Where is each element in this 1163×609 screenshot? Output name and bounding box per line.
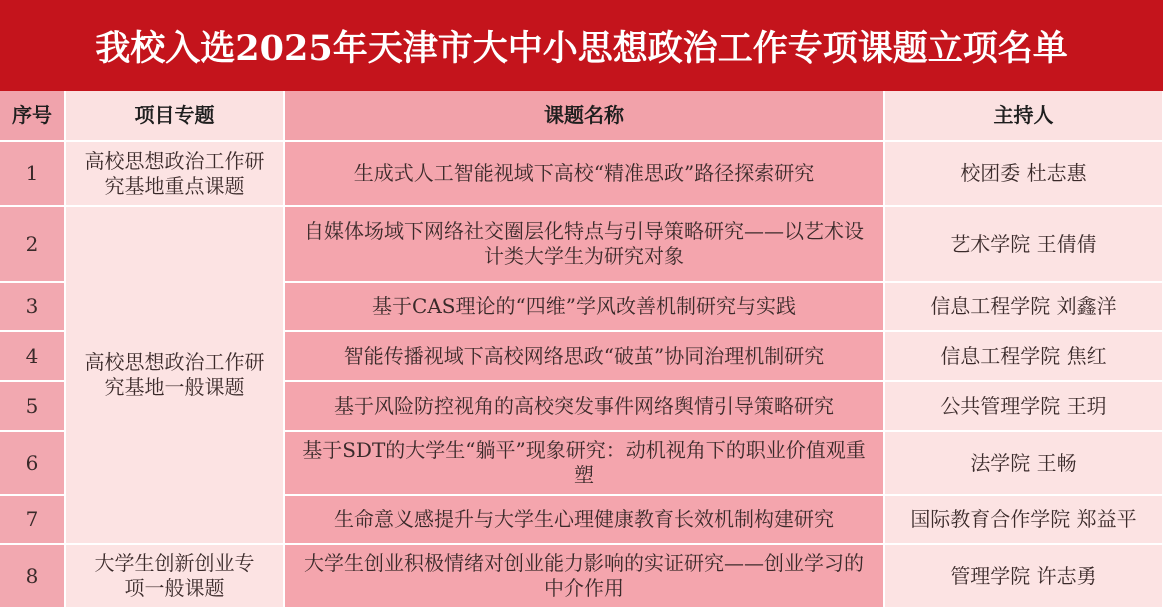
header-index: 序号	[0, 91, 65, 141]
row-index: 6	[0, 431, 65, 495]
project-host: 法学院 王畅	[884, 431, 1163, 495]
row-index: 7	[0, 495, 65, 544]
row-index: 8	[0, 544, 65, 608]
table-row	[0, 206, 1163, 282]
table-row	[0, 141, 1163, 206]
topic-cell: 高校思想政治工作研究基地重点课题	[65, 141, 284, 206]
project-name: 智能传播视域下高校网络思政“破茧”协同治理机制研究	[284, 331, 884, 381]
project-name: 基于风险防控视角的高校突发事件网络舆情引导策略研究	[284, 381, 884, 431]
project-host: 信息工程学院 刘鑫洋	[884, 282, 1163, 331]
project-name: 生成式人工智能视域下高校“精准思政”路径探索研究	[284, 141, 884, 206]
topic-cell: 大学生创新创业专项一般课题	[65, 544, 284, 608]
header-topic: 项目专题	[65, 91, 284, 141]
table-header-row	[0, 91, 1163, 141]
row-index: 2	[0, 206, 65, 282]
project-host: 国际教育合作学院 郑益平	[884, 495, 1163, 544]
topic-cell: 高校思想政治工作研究基地一般课题	[65, 206, 284, 544]
project-list-table	[0, 91, 1163, 609]
project-host: 校团委 杜志惠	[884, 141, 1163, 206]
table-row	[0, 544, 1163, 608]
project-name: 自媒体场域下网络社交圈层化特点与引导策略研究——以艺术设计类大学生为研究对象	[284, 206, 884, 282]
header-host: 主持人	[884, 91, 1163, 141]
row-index: 1	[0, 141, 65, 206]
project-host: 艺术学院 王倩倩	[884, 206, 1163, 282]
row-index: 5	[0, 381, 65, 431]
header-name: 课题名称	[284, 91, 884, 141]
project-host: 管理学院 许志勇	[884, 544, 1163, 608]
row-index: 4	[0, 331, 65, 381]
project-host: 公共管理学院 王玥	[884, 381, 1163, 431]
project-host: 信息工程学院 焦红	[884, 331, 1163, 381]
project-name: 大学生创业积极情绪对创业能力影响的实证研究——创业学习的中介作用	[284, 544, 884, 608]
row-index: 3	[0, 282, 65, 331]
project-name: 生命意义感提升与大学生心理健康教育长效机制构建研究	[284, 495, 884, 544]
project-name: 基于SDT的大学生“躺平”现象研究：动机视角下的职业价值观重塑	[284, 431, 884, 495]
title-bar	[0, 0, 1163, 91]
project-name: 基于CAS理论的“四维”学风改善机制研究与实践	[284, 282, 884, 331]
page-title: 我校入选2025年天津市大中小思想政治工作专项课题立项名单	[95, 27, 1068, 69]
